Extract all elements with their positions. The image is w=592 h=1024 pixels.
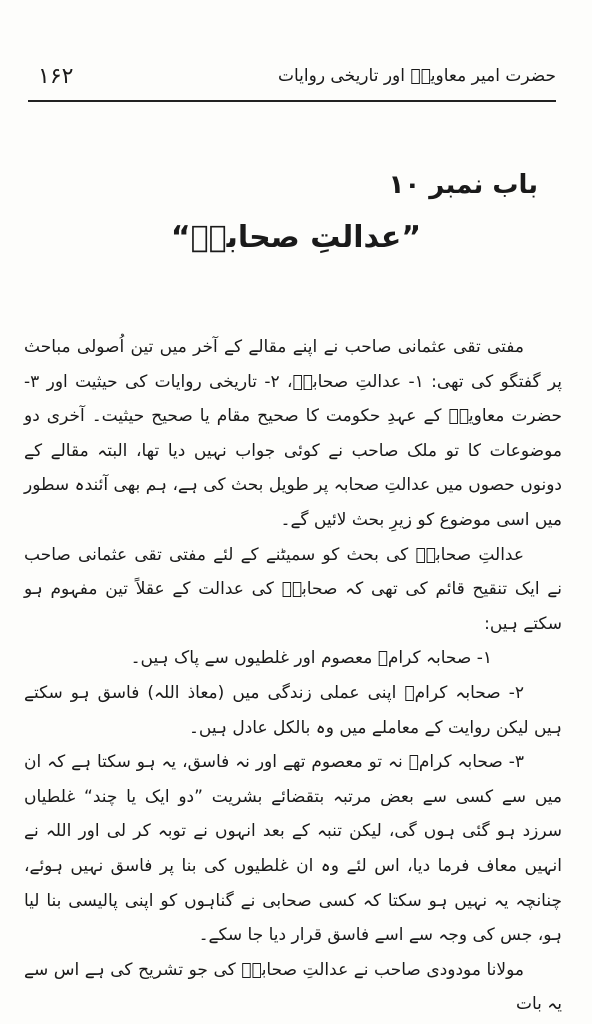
body-text bbox=[24, 330, 562, 1022]
list-item: ۱- صحابہ کرامؓ معصوم اور غلطیوں سے پاک ہیں۔ bbox=[130, 648, 492, 669]
page-header bbox=[28, 58, 556, 102]
header-rule bbox=[28, 100, 556, 102]
paragraph: عدالتِ صحابہؓ کی بحث کو سمیٹنے کے لئے مفتی تقی عثمانی صاحب نے ایک تنقیح قائم کی تھی کہ صحابہؓ کی عدالت کے عقلاً تین مفہوم ہو سکتے ہیں: bbox=[24, 544, 562, 634]
paragraph: مولانا مودودی صاحب نے عدالتِ صحابہؓ کی جو تشریح کی ہے اس سے یہ بات bbox=[24, 959, 562, 1015]
list-item: ۲- صحابہ کرامؓ اپنی عملی زندگی میں (معاذ اللہ) فاسق ہو سکتے ہیں لیکن روایت کے معاملے میں وہ بالکل عادل ہیں۔ bbox=[24, 682, 562, 738]
paragraph: مفتی تقی عثمانی صاحب نے اپنے مقالے کے آخر میں تین اُصولی مباحث پر گفتگو کی تھی: ۱- عدالتِ صحابہؓ، ۲- تاریخی روایات کی حیثیت اور ۳- حضرت معاویہؓ کے عہدِ حکومت کا صحیح مقام یا صحیح حیثیت۔ آخری دو موضوعات کا تو ملک صاحب نے کوئی جواب نہیں دیا تھا، البتہ مقالے کے دونوں حصوں میں عدالتِ صحابہ پر طویل بحث کی ہے، ہم بھی آئندہ سطور میں اسی موضوع کو زیرِ بحث لائیں گے۔ bbox=[24, 337, 562, 530]
chapter-title: ”عدالتِ صحابہؓ“ bbox=[170, 220, 422, 255]
running-title: حضرت امیر معاویہؓ اور تاریخی روایات bbox=[277, 66, 556, 86]
list-item: ۳- صحابہ کرامؓ نہ تو معصوم تھے اور نہ فاسق، یہ ہو سکتا ہے کہ ان میں سے کسی سے بعض مرتبہ بتقضائے بشریت ”دو ایک یا چند“ غلطیاں سرزد ہو گئی ہوں گی، لیکن تنبہ کے بعد انہوں نے توبہ کر لی اور اللہ نے انہیں معاف فرما دیا، اس لئے وہ ان غلطیوں کی بنا پر فاسق نہیں ہوئے، چنانچہ یہ نہیں ہو سکتا کہ کسی صحابی نے گناہوں کو اپنی پالیسی بنا لیا ہو، جس کی وجہ سے اسے فاسق قرار دیا جا سکے۔ bbox=[24, 752, 562, 946]
page-number: ۱۶۲ bbox=[38, 64, 74, 89]
chapter-number: باب نمبر ۱۰ bbox=[388, 170, 538, 200]
